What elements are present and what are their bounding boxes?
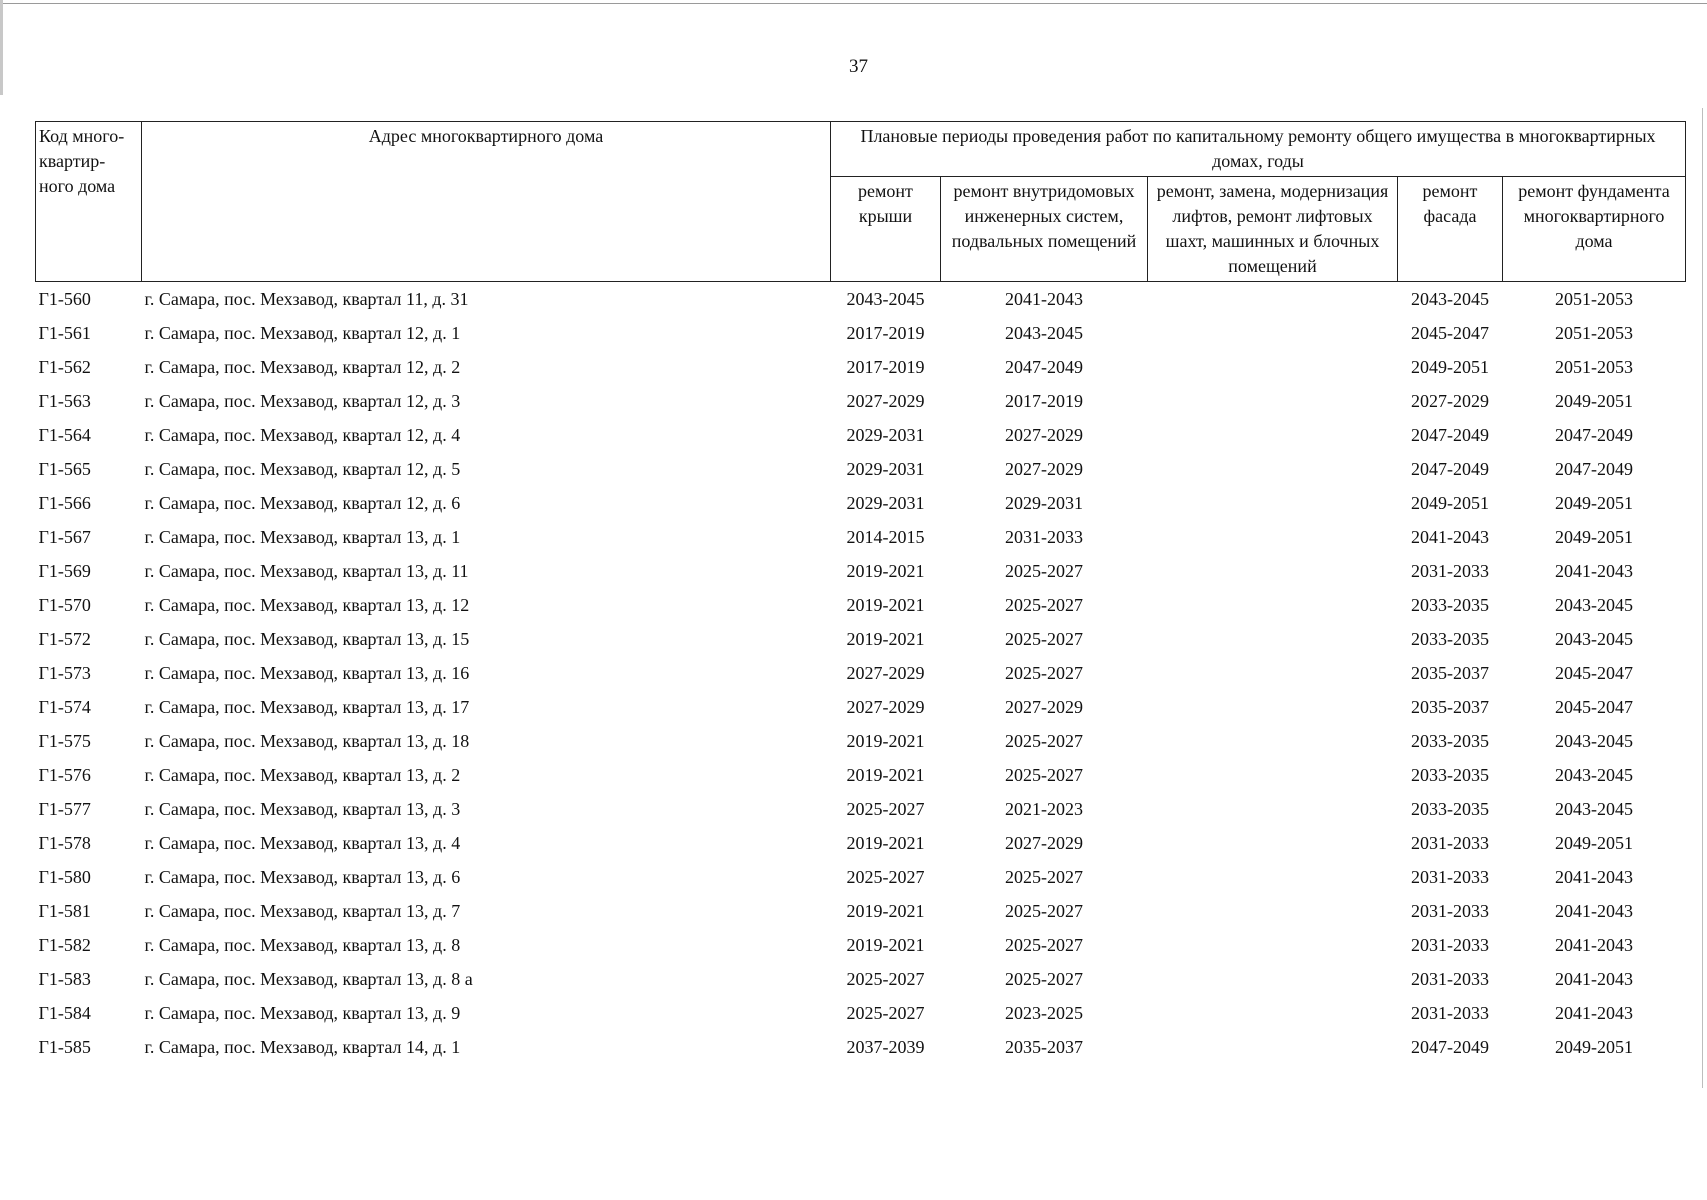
cell-roof: 2019-2021 (846, 731, 925, 751)
cell-elevators (1148, 962, 1398, 996)
cell-roof: 2017-2019 (846, 357, 925, 377)
cell-engineering: 2025-2027 (1005, 867, 1083, 887)
cell-foundation: 2045-2047 (1555, 663, 1633, 683)
cell-foundation: 2049-2051 (1555, 833, 1633, 853)
header-facade: ремонт фасада (1398, 177, 1503, 282)
cell-roof: 2029-2031 (846, 459, 925, 479)
table-row (36, 690, 1686, 724)
cell-foundation: 2041-2043 (1555, 867, 1633, 887)
cell-engineering: 2031-2033 (1005, 527, 1083, 547)
top-scan-rule (0, 3, 1707, 4)
cell-address: г. Самара, пос. Мехзавод, квартал 14, д. 1 (144, 1037, 461, 1057)
cell-roof: 2029-2031 (846, 425, 925, 445)
header-roof: ремонт крыши (831, 177, 941, 282)
cell-foundation: 2051-2053 (1555, 289, 1633, 309)
table-row (36, 724, 1686, 758)
cell-code: Г1-561 (38, 323, 91, 343)
cell-address: г. Самара, пос. Мехзавод, квартал 13, д. 12 (144, 595, 470, 615)
table-row (36, 962, 1686, 996)
cell-elevators (1148, 316, 1398, 350)
cell-address: г. Самара, пос. Мехзавод, квартал 12, д. 2 (144, 357, 461, 377)
cell-foundation: 2041-2043 (1555, 969, 1633, 989)
cell-code: Г1-585 (38, 1037, 91, 1057)
table-row (36, 826, 1686, 860)
cell-address: г. Самара, пос. Мехзавод, квартал 11, д. 31 (144, 289, 469, 309)
cell-elevators (1148, 350, 1398, 384)
cell-engineering: 2041-2043 (1005, 289, 1083, 309)
cell-code: Г1-573 (38, 663, 91, 683)
cell-address: г. Самара, пос. Мехзавод, квартал 13, д. 17 (144, 697, 470, 717)
cell-code: Г1-560 (38, 289, 91, 309)
cell-code: Г1-565 (38, 459, 91, 479)
cell-code: Г1-567 (38, 527, 91, 547)
cell-facade: 2041-2043 (1411, 527, 1489, 547)
cell-engineering: 2027-2029 (1005, 459, 1083, 479)
cell-roof: 2025-2027 (846, 1003, 925, 1023)
cell-engineering: 2025-2027 (1005, 629, 1083, 649)
cell-foundation: 2041-2043 (1555, 901, 1633, 921)
cell-elevators (1148, 656, 1398, 690)
page-number: 37 (849, 56, 868, 77)
table-row (36, 282, 1686, 317)
cell-facade: 2033-2035 (1411, 595, 1489, 615)
cell-elevators (1148, 996, 1398, 1030)
cell-foundation: 2049-2051 (1555, 493, 1633, 513)
cell-foundation: 2041-2043 (1555, 561, 1633, 581)
cell-foundation: 2041-2043 (1555, 935, 1633, 955)
cell-code: Г1-564 (38, 425, 91, 445)
cell-elevators (1148, 826, 1398, 860)
cell-engineering: 2023-2025 (1005, 1003, 1083, 1023)
cell-facade: 2049-2051 (1411, 357, 1489, 377)
cell-facade: 2033-2035 (1411, 731, 1489, 751)
cell-code: Г1-583 (38, 969, 91, 989)
cell-foundation: 2049-2051 (1555, 527, 1633, 547)
table-row (36, 554, 1686, 588)
cell-roof: 2025-2027 (846, 799, 925, 819)
cell-roof: 2027-2029 (846, 663, 925, 683)
table-row (36, 894, 1686, 928)
header-periods: Плановые периоды проведения работ по капитальному ремонту общего имущества в многоквартирных домах, годы (831, 122, 1686, 177)
cell-engineering: 2025-2027 (1005, 595, 1083, 615)
cell-code: Г1-582 (38, 935, 91, 955)
cell-code: Г1-577 (38, 799, 91, 819)
cell-facade: 2047-2049 (1411, 1037, 1489, 1057)
table-row (36, 1030, 1686, 1064)
cell-engineering: 2025-2027 (1005, 969, 1083, 989)
cell-engineering: 2027-2029 (1005, 697, 1083, 717)
left-scan-mark (0, 0, 3, 95)
cell-engineering: 2021-2023 (1005, 799, 1083, 819)
cell-address: г. Самара, пос. Мехзавод, квартал 13, д. 6 (144, 867, 461, 887)
cell-address: г. Самара, пос. Мехзавод, квартал 13, д. 16 (144, 663, 470, 683)
cell-address: г. Самара, пос. Мехзавод, квартал 13, д. 9 (144, 1003, 461, 1023)
cell-foundation: 2043-2045 (1555, 595, 1633, 615)
cell-foundation: 2045-2047 (1555, 697, 1633, 717)
cell-code: Г1-580 (38, 867, 91, 887)
cell-facade: 2047-2049 (1411, 459, 1489, 479)
cell-facade: 2045-2047 (1411, 323, 1489, 343)
cell-foundation: 2041-2043 (1555, 1003, 1633, 1023)
cell-elevators (1148, 894, 1398, 928)
cell-facade: 2031-2033 (1411, 901, 1489, 921)
table-row (36, 520, 1686, 554)
cell-engineering: 2025-2027 (1005, 901, 1083, 921)
cell-elevators (1148, 486, 1398, 520)
table-row (36, 350, 1686, 384)
cell-elevators (1148, 724, 1398, 758)
table-row (36, 622, 1686, 656)
cell-elevators (1148, 588, 1398, 622)
cell-address: г. Самара, пос. Мехзавод, квартал 13, д. 2 (144, 765, 461, 785)
table-header (36, 122, 1686, 282)
header-foundation: ремонт фундамента многоквартирного дома (1503, 177, 1686, 282)
cell-roof: 2019-2021 (846, 935, 925, 955)
cell-address: г. Самара, пос. Мехзавод, квартал 12, д. 5 (144, 459, 461, 479)
table-row (36, 316, 1686, 350)
cell-foundation: 2051-2053 (1555, 323, 1633, 343)
cell-engineering: 2027-2029 (1005, 425, 1083, 445)
cell-engineering: 2025-2027 (1005, 765, 1083, 785)
cell-code: Г1-581 (38, 901, 91, 921)
right-scan-rule (1702, 108, 1703, 1088)
cell-engineering: 2047-2049 (1005, 357, 1083, 377)
cell-code: Г1-562 (38, 357, 91, 377)
cell-address: г. Самара, пос. Мехзавод, квартал 13, д. 18 (144, 731, 470, 751)
cell-roof: 2025-2027 (846, 969, 925, 989)
cell-facade: 2035-2037 (1411, 663, 1489, 683)
table-row (36, 792, 1686, 826)
cell-elevators (1148, 520, 1398, 554)
cell-facade: 2033-2035 (1411, 765, 1489, 785)
cell-foundation: 2047-2049 (1555, 425, 1633, 445)
header-engineering: ремонт внутридомовых инженерных систем, подвальных помещений (941, 177, 1148, 282)
cell-code: Г1-578 (38, 833, 91, 853)
cell-roof: 2014-2015 (846, 527, 925, 547)
cell-foundation: 2043-2045 (1555, 765, 1633, 785)
cell-code: Г1-576 (38, 765, 91, 785)
cell-foundation: 2047-2049 (1555, 459, 1633, 479)
table-row (36, 588, 1686, 622)
cell-roof: 2037-2039 (846, 1037, 925, 1057)
header-code: Код много-квартир-ного дома (36, 122, 142, 282)
cell-address: г. Самара, пос. Мехзавод, квартал 13, д. 4 (144, 833, 461, 853)
header-address: Адрес многоквартирного дома (142, 122, 831, 282)
cell-engineering: 2027-2029 (1005, 833, 1083, 853)
cell-foundation: 2043-2045 (1555, 629, 1633, 649)
cell-facade: 2031-2033 (1411, 561, 1489, 581)
cell-foundation: 2051-2053 (1555, 357, 1633, 377)
cell-engineering: 2025-2027 (1005, 663, 1083, 683)
cell-facade: 2033-2035 (1411, 799, 1489, 819)
cell-facade: 2031-2033 (1411, 833, 1489, 853)
cell-foundation: 2043-2045 (1555, 731, 1633, 751)
cell-engineering: 2025-2027 (1005, 935, 1083, 955)
cell-roof: 2019-2021 (846, 561, 925, 581)
cell-engineering: 2035-2037 (1005, 1037, 1083, 1057)
cell-elevators (1148, 1030, 1398, 1064)
cell-facade: 2043-2045 (1411, 289, 1489, 309)
cell-elevators (1148, 690, 1398, 724)
cell-facade: 2033-2035 (1411, 629, 1489, 649)
table-row (36, 928, 1686, 962)
cell-address: г. Самара, пос. Мехзавод, квартал 13, д. 8 а (144, 969, 473, 989)
cell-engineering: 2025-2027 (1005, 731, 1083, 751)
cell-facade: 2031-2033 (1411, 969, 1489, 989)
cell-address: г. Самара, пос. Мехзавод, квартал 12, д. 1 (144, 323, 461, 343)
header-elevators: ремонт, замена, модернизация лифтов, ремонт лифтовых шахт, машинных и блочных помещений (1148, 177, 1398, 282)
cell-code: Г1-572 (38, 629, 91, 649)
cell-address: г. Самара, пос. Мехзавод, квартал 12, д. 4 (144, 425, 461, 445)
cell-foundation: 2049-2051 (1555, 391, 1633, 411)
cell-engineering: 2043-2045 (1005, 323, 1083, 343)
cell-address: г. Самара, пос. Мехзавод, квартал 12, д. 6 (144, 493, 461, 513)
cell-elevators (1148, 860, 1398, 894)
cell-roof: 2025-2027 (846, 867, 925, 887)
cell-address: г. Самара, пос. Мехзавод, квартал 13, д. 7 (144, 901, 461, 921)
cell-engineering: 2025-2027 (1005, 561, 1083, 581)
cell-roof: 2019-2021 (846, 595, 925, 615)
table-row (36, 452, 1686, 486)
cell-roof: 2029-2031 (846, 493, 925, 513)
cell-roof: 2019-2021 (846, 833, 925, 853)
table-row (36, 486, 1686, 520)
cell-elevators (1148, 384, 1398, 418)
cell-roof: 2027-2029 (846, 697, 925, 717)
cell-address: г. Самара, пос. Мехзавод, квартал 13, д. 1 (144, 527, 461, 547)
cell-roof: 2019-2021 (846, 629, 925, 649)
cell-foundation: 2049-2051 (1555, 1037, 1633, 1057)
cell-elevators (1148, 622, 1398, 656)
cell-address: г. Самара, пос. Мехзавод, квартал 12, д. 3 (144, 391, 461, 411)
cell-facade: 2031-2033 (1411, 867, 1489, 887)
cell-engineering: 2029-2031 (1005, 493, 1083, 513)
table-row (36, 758, 1686, 792)
table-row (36, 384, 1686, 418)
cell-facade: 2031-2033 (1411, 1003, 1489, 1023)
cell-engineering: 2017-2019 (1005, 391, 1083, 411)
cell-address: г. Самара, пос. Мехзавод, квартал 13, д. 8 (144, 935, 461, 955)
capital-repair-table (35, 121, 1686, 1064)
cell-roof: 2019-2021 (846, 765, 925, 785)
cell-code: Г1-574 (38, 697, 91, 717)
cell-facade: 2049-2051 (1411, 493, 1489, 513)
cell-elevators (1148, 792, 1398, 826)
table-row (36, 656, 1686, 690)
cell-elevators (1148, 418, 1398, 452)
cell-roof: 2017-2019 (846, 323, 925, 343)
cell-code: Г1-584 (38, 1003, 91, 1023)
cell-address: г. Самара, пос. Мехзавод, квартал 13, д. 11 (144, 561, 469, 581)
cell-facade: 2047-2049 (1411, 425, 1489, 445)
table-row (36, 996, 1686, 1030)
cell-facade: 2027-2029 (1411, 391, 1489, 411)
cell-address: г. Самара, пос. Мехзавод, квартал 13, д. 15 (144, 629, 470, 649)
cell-code: Г1-569 (38, 561, 91, 581)
cell-elevators (1148, 554, 1398, 588)
cell-code: Г1-575 (38, 731, 91, 751)
cell-facade: 2035-2037 (1411, 697, 1489, 717)
cell-address: г. Самара, пос. Мехзавод, квартал 13, д. 3 (144, 799, 461, 819)
table-body (36, 282, 1686, 1065)
cell-foundation: 2043-2045 (1555, 799, 1633, 819)
cell-elevators (1148, 758, 1398, 792)
cell-roof: 2019-2021 (846, 901, 925, 921)
cell-roof: 2043-2045 (846, 289, 925, 309)
cell-code: Г1-566 (38, 493, 91, 513)
cell-facade: 2031-2033 (1411, 935, 1489, 955)
table-row (36, 860, 1686, 894)
cell-elevators (1148, 282, 1398, 317)
cell-elevators (1148, 452, 1398, 486)
cell-elevators (1148, 928, 1398, 962)
cell-code: Г1-570 (38, 595, 91, 615)
cell-roof: 2027-2029 (846, 391, 925, 411)
table-row (36, 418, 1686, 452)
cell-code: Г1-563 (38, 391, 91, 411)
